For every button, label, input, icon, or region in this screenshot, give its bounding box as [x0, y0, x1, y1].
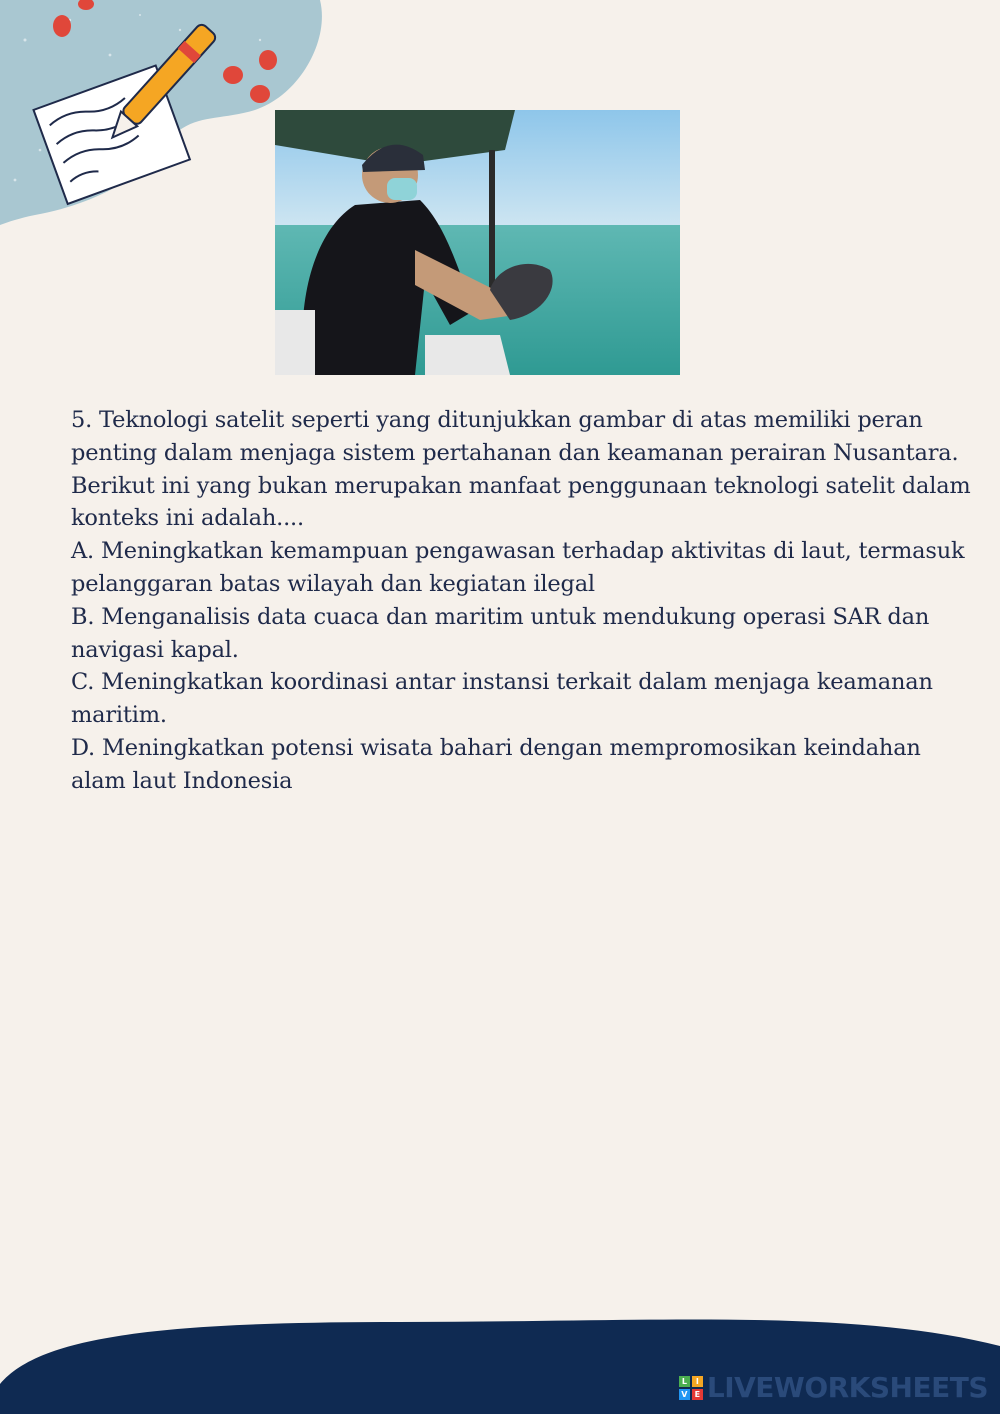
question-block [71, 404, 976, 798]
liveworksheets-brand [679, 1371, 988, 1404]
option-c: C. Meningkatkan koordinasi antar instansi terkait dalam menjaga keamanan maritim. [71, 669, 933, 729]
option-d: D. Meningkatkan potensi wisata bahari dengan mempromosikan keindahan alam laut Indonesia [71, 734, 921, 794]
liveworksheets-logo-icon: L I V E [679, 1376, 703, 1400]
option-b: B. Menganalisis data cuaca dan maritim untuk mendukung operasi SAR dan navigasi kapal. [71, 603, 930, 663]
brand-name: LIVEWORKSHEETS [706, 1371, 988, 1404]
photo-man-on-boat-icon [275, 110, 680, 375]
question-stem: 5. Teknologi satelit seperti yang ditunjukkan gambar di atas memiliki peran penting dalam menjaga sistem pertahanan dan keamanan perairan Nusantara. Berikut ini yang bukan merupakan manfaat penggunaan teknologi satelit dalam konteks ini adalah.... [71, 407, 971, 532]
option-a: A. Meningkatkan kemampuan pengawasan terhadap aktivitas di laut, termasuk pelanggaran batas wilayah dan kegiatan ilegal [71, 538, 965, 597]
